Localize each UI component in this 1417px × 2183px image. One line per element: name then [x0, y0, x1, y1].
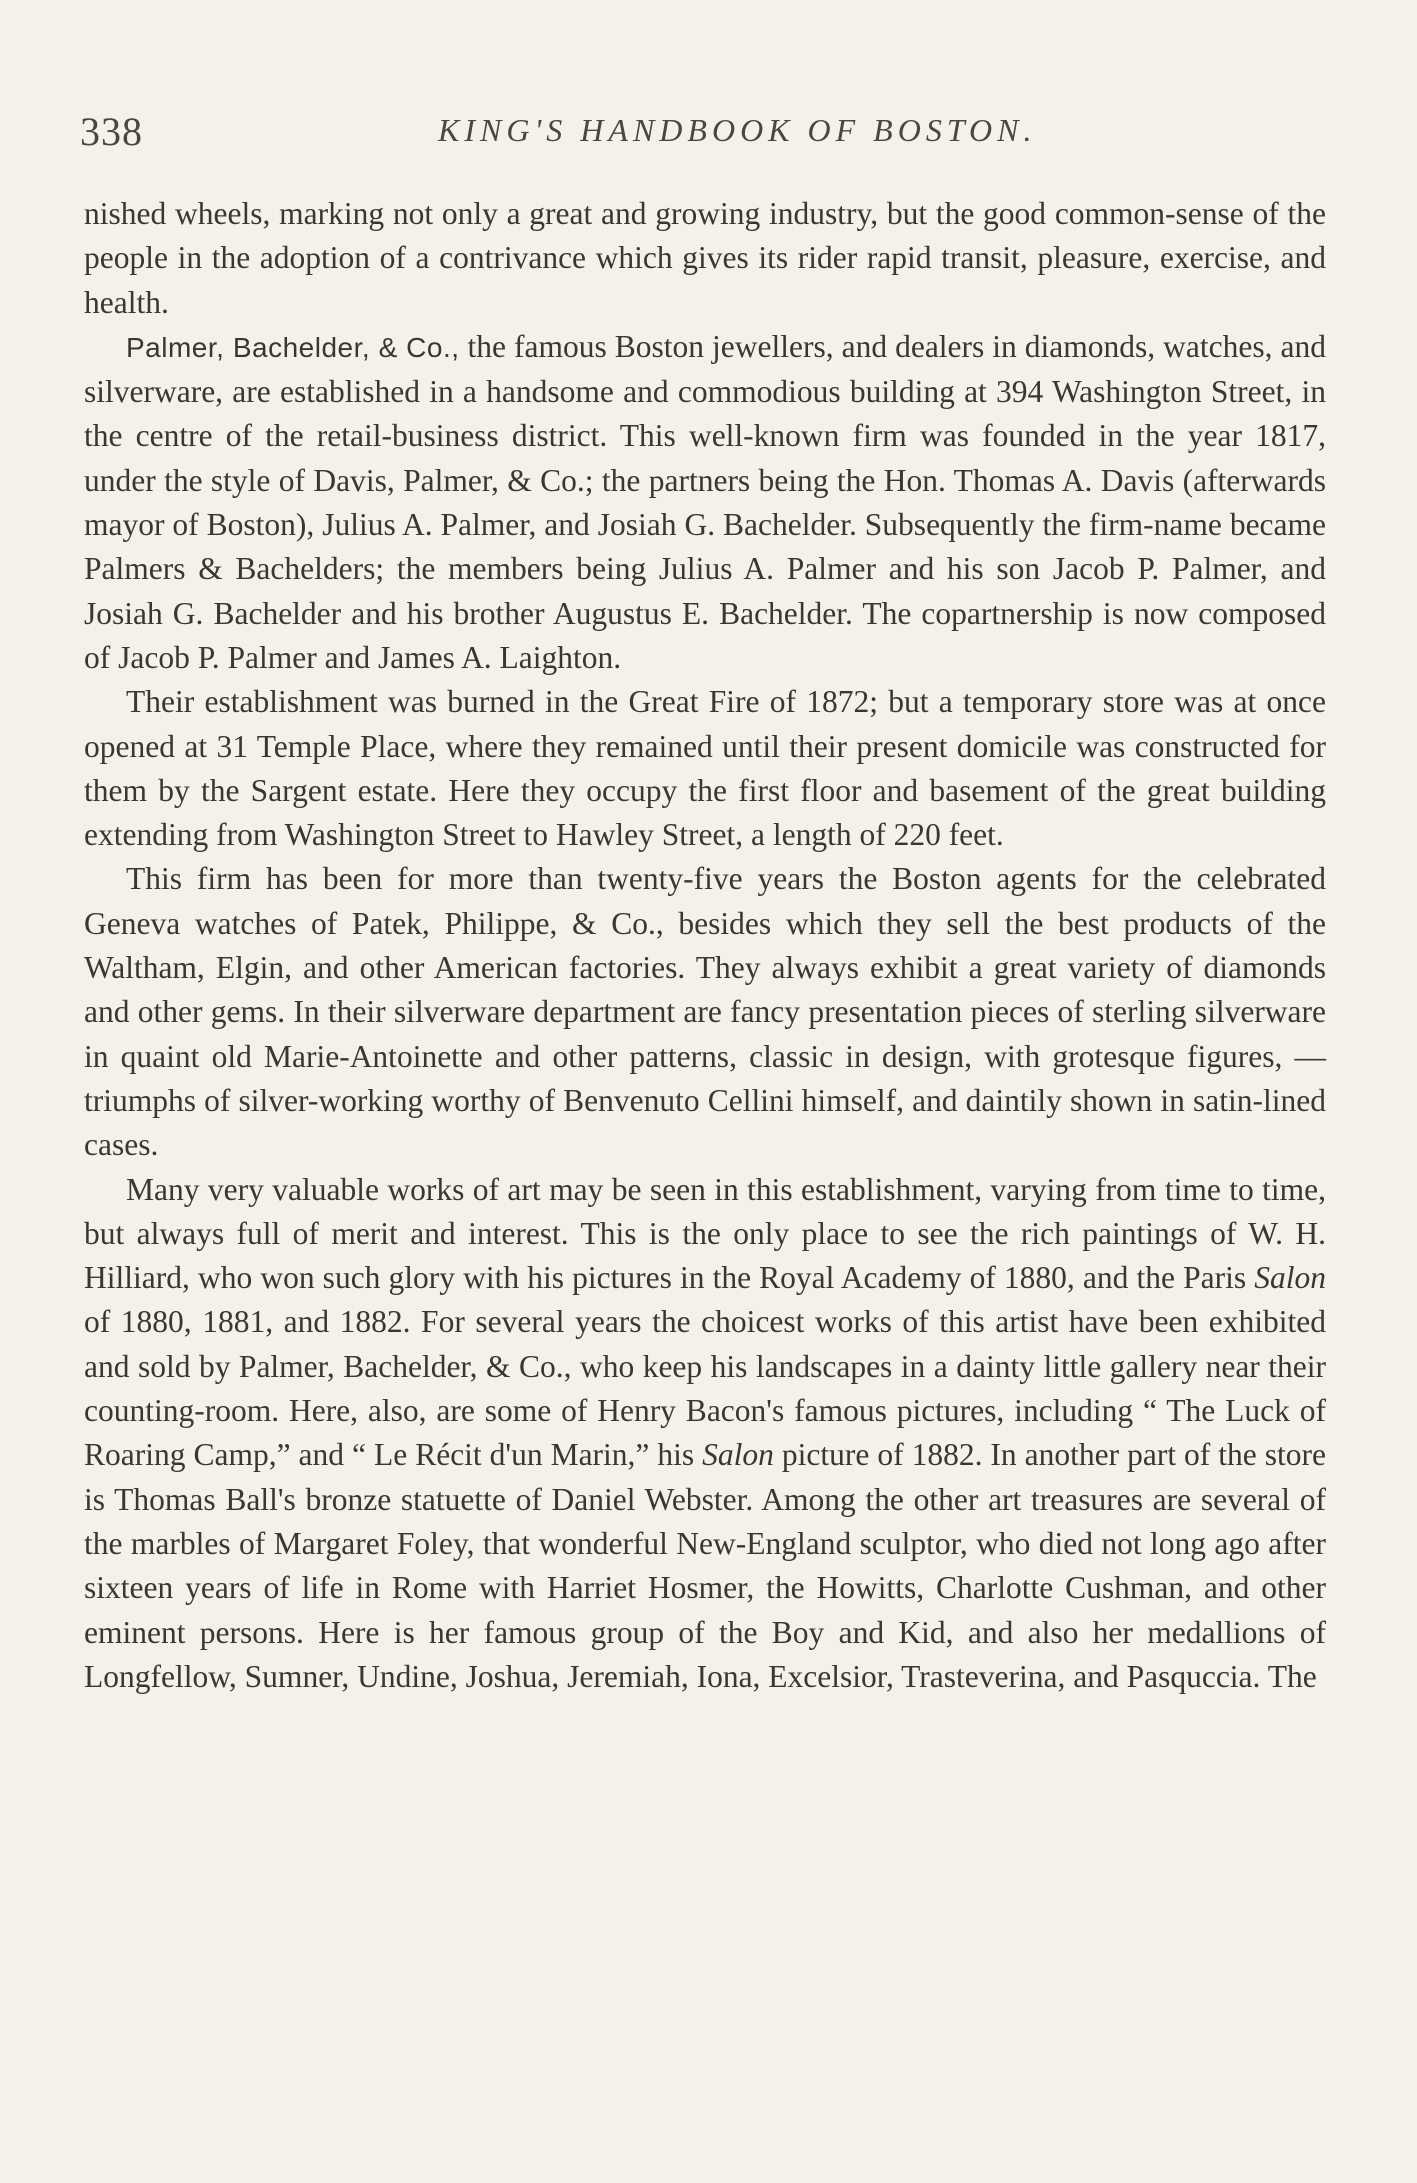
paragraph-continuation — [84, 192, 1326, 325]
salon-italic: Salon — [1254, 1260, 1326, 1296]
body-text — [84, 192, 1326, 1699]
paragraph-text: the famous Boston jewellers, and dealers in diamonds, watches, and silverware, are established in a handsome and commodious building at 394 Washington Street, in the centre of the retail-business district. This well-known firm was founded in the year 1817, under the style of Davis, Palmer, & Co.; the partners being the Hon. Thomas A. Davis (afterwards mayor of Boston), Julius A. Palmer, and Josiah G. Bachelder. Subsequently the firm-name became Palmers & Bachelders; the members being Julius A. Palmer and his son Jacob P. Palmer, and Josiah G. Bachelder and his brother Augustus E. Bachelder. The copartnership is now composed of Jacob P. Palmer and James A. Laighton. — [84, 328, 1326, 675]
paragraph-text: picture of 1882. In another part of the store is Thomas Ball's bronze statuette of Daniel Webster. Among the other art treasures are several of the marbles of Margaret Foley, that wonderful New-England sculptor, who died not long ago after sixteen years of life in Rome with Harriet Hosmer, the Howitts, Charlotte Cushman, and other eminent persons. Here is her famous group of the Boy and Kid, and also her medallions of Longfellow, Sumner, Undine, Joshua, Jeremiah, Iona, Excelsior, Trasteverina, and Pasquccia. The — [84, 1437, 1326, 1694]
paragraph-geneva-watches — [84, 857, 1326, 1167]
salon-italic: Salon — [702, 1437, 774, 1473]
paragraph-great-fire — [84, 680, 1326, 857]
page-number: 338 — [80, 109, 143, 154]
running-title: KING'S HANDBOOK OF BOSTON. — [438, 112, 1037, 148]
paragraph-palmer-bachelder — [84, 325, 1326, 680]
paragraph-text: nished wheels, marking not only a great and growing industry, but the good common-sense of the people in the adoption of a contrivance which gives its rider rapid transit, pleasure, exercise, and health. — [84, 196, 1326, 320]
paragraph-text: Their establishment was burned in the Great Fire of 1872; but a temporary store was at once opened at 31 Temple Place, where they remained until their present domicile was constructed for them by the Sargent estate. Here they occupy the first floor and basement of the great building extending from Washington Street to Hawley Street, a length of 220 feet. — [84, 684, 1326, 853]
firm-name: Palmer, Bachelder, & Co., — [126, 331, 460, 363]
paragraph-text: of 1880, 1881, and 1882. For several years the choicest works of this artist have been exhibited and sold by Palmer, Bachelder, & Co., who keep his landscapes in a dainty little gallery near their counting-room. Here, also, are some of Henry Bacon's famous pictures, including “ The Luck of Roaring Camp,” and “ Le Récit d'un Marin,” his — [84, 1304, 1326, 1473]
paragraph-text: This firm has been for more than twenty-five years the Boston agents for the celebrated Geneva watches of Patek, Philippe, & Co., besides which they sell the best products of the Waltham, Elgin, and other American factories. They always exhibit a great variety of diamonds and other gems. In their silverware department are fancy presentation pieces of sterling silverware in quaint old Marie-Antoinette and other patterns, classic in design, with grotesque figures, — triumphs of silver-working worthy of Benvenuto Cellini himself, and daintily shown in satin-lined cases. — [84, 861, 1326, 1163]
paragraph-text: Many very valuable works of art may be seen in this establishment, varying from time to time, but always full of merit and interest. This is the only place to see the rich paintings of W. H. Hilliard, who won such glory with his pictures in the Royal Academy of 1880, and the Paris — [84, 1171, 1326, 1296]
paragraph-works-of-art — [84, 1168, 1326, 1700]
running-head — [80, 108, 1340, 158]
